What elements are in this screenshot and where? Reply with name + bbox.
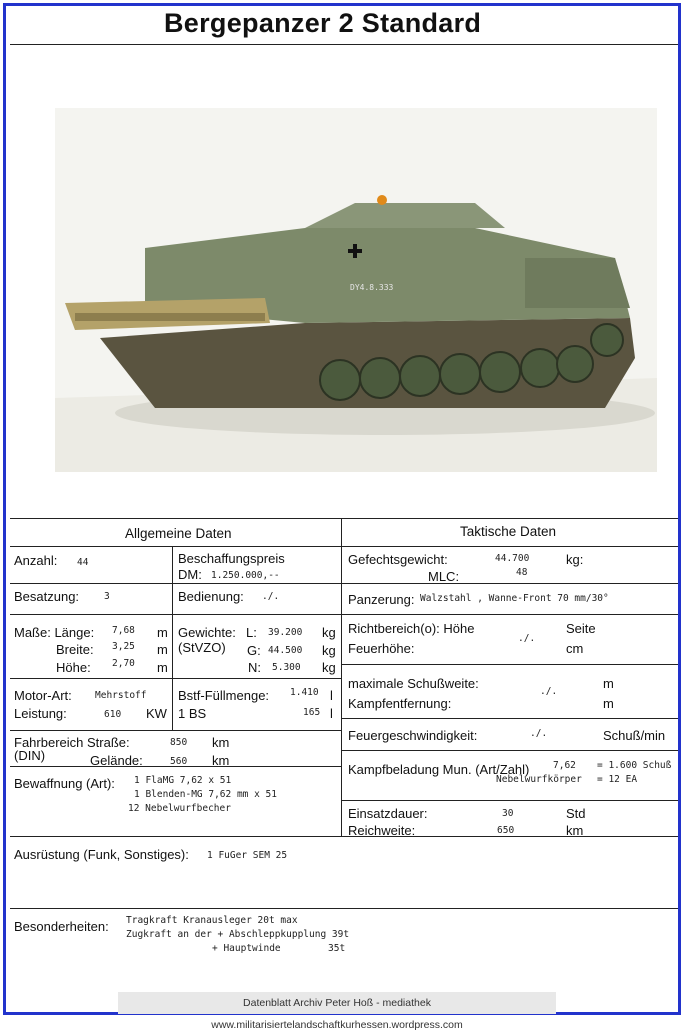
feuergeschwindigkeit-label: Feuergeschwindigkeit: — [348, 728, 478, 743]
row-rule — [10, 678, 341, 679]
gelaende-label: Gelände: — [90, 753, 143, 768]
row-rule — [341, 800, 678, 801]
besonderheiten-line: Zugkraft an der + Abschleppkupplung 39t — [126, 929, 350, 940]
mlc-label: MLC: — [428, 569, 460, 584]
leistung-value: 610 — [104, 709, 122, 720]
leistung-unit: KW — [146, 706, 167, 721]
ausruestung-label: Ausrüstung (Funk, Sonstiges): — [14, 847, 189, 862]
gewicht-n-label: N: — [248, 660, 261, 675]
fahrbereich-din: (DIN) — [14, 748, 46, 763]
gefechtsgewicht-label: Gefechtsgewicht: — [348, 552, 448, 567]
fahrbereich-strasse-unit: km — [212, 735, 230, 750]
kampfbeladung-line1-b: = 1.600 Schuß — [597, 760, 672, 771]
feuergeschwindigkeit-unit: Schuß/min — [603, 728, 666, 743]
kampfbeladung-line2-b: = 12 EA — [597, 774, 638, 785]
bewaffnung-line: 1 Blenden-MG 7,62 mm x 51 — [134, 789, 277, 800]
table-header-rule — [10, 546, 678, 547]
gewicht-l-unit: kg — [322, 625, 336, 640]
gefechtsgewicht-value: 44.700 — [495, 553, 530, 564]
anzahl-value: 44 — [77, 557, 89, 568]
hoehe-value: 2,70 — [112, 658, 135, 669]
gewichte-label: Gewichte: — [178, 625, 236, 640]
gewicht-l-value: 39.200 — [268, 627, 303, 638]
besonderheiten-label: Besonderheiten: — [14, 919, 109, 934]
hoehe-unit: m — [157, 660, 168, 675]
beschaffung-label: Beschaffungspreis — [178, 551, 285, 566]
row-rule — [341, 614, 678, 615]
hull-marking: DY4.8.333 — [350, 283, 394, 292]
anzahl-label: Anzahl: — [14, 553, 58, 568]
bewaffnung-label: Bewaffnung (Art): — [14, 776, 115, 791]
besatzung-value: 3 — [104, 591, 110, 602]
bewaffnung-line: 1 FlaMG 7,62 x 51 — [134, 775, 232, 786]
beschaffung-dm-label: DM: — [178, 567, 202, 582]
gelaende-value: 560 — [170, 756, 188, 767]
table-center-divider — [341, 518, 342, 836]
vehicle-photo — [55, 108, 657, 472]
panzerung-value: Walzstahl , Wanne-Front 70 mm/30° — [420, 593, 609, 604]
gewichte-sub: (StVZO) — [178, 640, 226, 655]
gewicht-l-label: L: — [246, 625, 257, 640]
bstf-label: Bstf-Füllmenge: — [178, 688, 270, 703]
besatzung-label: Besatzung: — [14, 589, 80, 604]
row-rule — [10, 583, 341, 584]
footer-credit: Datenblatt Archiv Peter Hoß - mediathek www.militarisiertelandschaftkurhessen.wordpress.com — [118, 992, 556, 1014]
laenge-unit: m — [157, 625, 168, 640]
kampfbeladung-line2-a: Nebelwurfkörper — [496, 774, 582, 785]
richtbereich-value: ./. — [518, 633, 536, 644]
fahrbereich-strasse-value: 850 — [170, 737, 188, 748]
page-title: Bergepanzer 2 Standard — [164, 8, 482, 38]
feuergeschwindigkeit-value: ./. — [530, 728, 548, 739]
kampfbeladung-label: Kampfbeladung Mun. (Art/Zahl) — [348, 762, 530, 777]
schussweite-unit: m — [603, 676, 614, 691]
gewicht-n-unit: kg — [322, 660, 336, 675]
bewaffnung-line: 12 Nebelwurfbecher — [128, 803, 231, 814]
tank-illustration — [55, 108, 657, 472]
richtbereich-label: Richtbereich(o): Höhe — [348, 621, 475, 636]
bedienung-value: ./. — [262, 591, 280, 602]
reichweite-unit: km — [566, 823, 584, 838]
row-rule — [341, 718, 678, 719]
breite-unit: m — [157, 642, 168, 657]
mlc-value: 48 — [516, 567, 528, 578]
besonderheiten-line: Tragkraft Kranausleger 20t max — [126, 915, 298, 926]
gewicht-n-value: 5.300 — [272, 662, 301, 673]
table-top-rule — [10, 518, 678, 519]
richtbereich-seite: Seite — [566, 621, 596, 636]
row-rule — [341, 750, 678, 751]
bstf-value: 1.410 — [290, 687, 319, 698]
row-rule — [10, 730, 341, 731]
left-inner-divider — [172, 547, 173, 731]
besonderheiten-line: + Hauptwinde — [212, 943, 281, 954]
laenge-label: Maße: Länge: — [14, 625, 95, 640]
hoehe-label: Höhe: — [56, 660, 91, 675]
bs-unit: l — [330, 706, 333, 721]
bstf-unit: l — [330, 688, 333, 703]
bs-label: 1 BS — [178, 706, 207, 721]
feuerhoehe-label: Feuerhöhe: — [348, 641, 415, 656]
bs-value: 165 — [303, 707, 321, 718]
gewicht-g-label: G: — [247, 643, 261, 658]
laenge-value: 7,68 — [112, 625, 135, 636]
panzerung-label: Panzerung: — [348, 592, 415, 607]
motor-value: Mehrstoff — [95, 690, 147, 701]
einsatzdauer-unit: Std — [566, 806, 586, 821]
ausruestung-value: 1 FuGer SEM 25 — [207, 850, 288, 861]
fahrbereich-label: Fahrbereich Straße: — [14, 735, 130, 750]
row-rule — [10, 908, 678, 909]
breite-label: Breite: — [56, 642, 94, 657]
gelaende-unit: km — [212, 753, 230, 768]
row-rule — [10, 614, 341, 615]
motor-label: Motor-Art: — [14, 688, 72, 703]
gefechtsgewicht-unit: kg: — [566, 552, 584, 567]
kampfentfernung-unit: m — [603, 696, 614, 711]
kampfentfernung-label: Kampfentfernung: — [348, 696, 452, 711]
einsatzdauer-label: Einsatzdauer: — [348, 806, 428, 821]
right-header: Taktische Daten — [460, 524, 557, 539]
schussweite-label: maximale Schußweite: — [348, 676, 479, 691]
besonderheiten-line: 35t — [328, 943, 346, 954]
row-rule — [341, 664, 678, 665]
bedienung-label: Bedienung: — [178, 589, 244, 604]
gewicht-g-unit: kg — [322, 643, 336, 658]
left-header: Allgemeine Daten — [125, 526, 232, 541]
feuerhoehe-unit: cm — [566, 641, 584, 656]
beschaffung-value: 1.250.000,-- — [211, 570, 280, 581]
reichweite-value: 650 — [497, 825, 515, 836]
kampfbeladung-line1-a: 7,62 — [553, 760, 576, 771]
schussweite-value: ./. — [540, 686, 558, 697]
reichweite-label: Reichweite: — [348, 823, 416, 838]
gewicht-g-value: 44.500 — [268, 645, 303, 656]
row-rule — [341, 583, 678, 584]
title-divider — [10, 44, 678, 45]
breite-value: 3,25 — [112, 641, 135, 652]
leistung-label: Leistung: — [14, 706, 67, 721]
einsatzdauer-value: 30 — [502, 808, 514, 819]
